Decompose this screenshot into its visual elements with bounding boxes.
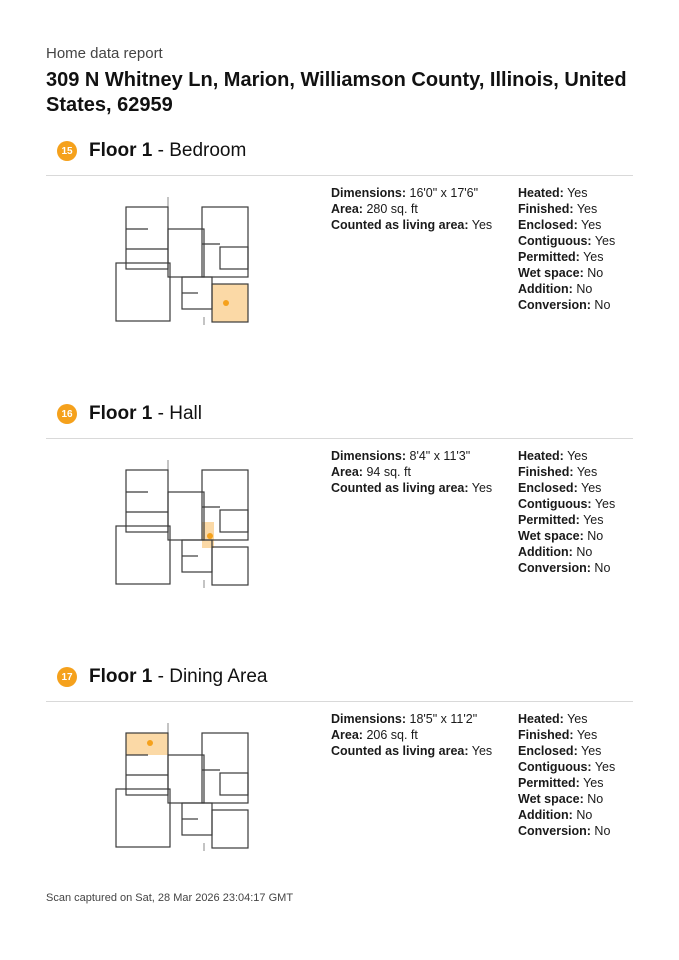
room-number-badge: 16 bbox=[57, 404, 77, 424]
floor-plan-thumbnail bbox=[112, 715, 257, 855]
contiguous-label: Contiguous: bbox=[518, 234, 592, 248]
room-heading bbox=[57, 402, 202, 426]
permitted-label: Permitted: bbox=[518, 776, 580, 790]
room-highlight bbox=[212, 284, 248, 322]
wet-space-label: Wet space: bbox=[518, 529, 584, 543]
floor-plan-thumbnail bbox=[112, 189, 257, 329]
dimensions-label: Dimensions: bbox=[331, 186, 407, 200]
finished-label: Finished: bbox=[518, 465, 574, 479]
room-name: Dining Area bbox=[169, 666, 268, 687]
conversion-label: Conversion: bbox=[518, 824, 591, 838]
room-marker bbox=[147, 740, 153, 746]
section-divider bbox=[46, 438, 633, 439]
permitted-value: Yes bbox=[583, 250, 604, 264]
dimensions-value: 16'0" x 17'6" bbox=[409, 186, 479, 200]
contiguous-value: Yes bbox=[594, 234, 616, 248]
enclosed-value: Yes bbox=[581, 481, 602, 495]
report-label: Home data report bbox=[46, 45, 163, 62]
addition-value: No bbox=[576, 808, 593, 822]
living-area-value: Yes bbox=[471, 218, 493, 232]
area-value: 206 sq. ft bbox=[366, 728, 418, 742]
area-label: Area: bbox=[331, 202, 363, 216]
room-marker bbox=[207, 533, 213, 539]
dimension-details bbox=[331, 448, 492, 496]
heated-label: Heated: bbox=[518, 186, 564, 200]
finished-value: Yes bbox=[576, 202, 598, 216]
conversion-label: Conversion: bbox=[518, 561, 591, 575]
contiguous-label: Contiguous: bbox=[518, 497, 592, 511]
wet-space-value: No bbox=[587, 529, 604, 543]
dimensions-label: Dimensions: bbox=[331, 712, 407, 726]
floor-plan-thumbnail bbox=[112, 452, 257, 592]
permitted-value: Yes bbox=[583, 776, 604, 790]
floor-label: Floor 1 bbox=[89, 666, 153, 687]
contiguous-value: Yes bbox=[594, 760, 616, 774]
permitted-label: Permitted: bbox=[518, 513, 580, 527]
permitted-label: Permitted: bbox=[518, 250, 580, 264]
room-section bbox=[0, 139, 679, 389]
heated-value: Yes bbox=[567, 449, 588, 463]
floor-label: Floor 1 bbox=[89, 140, 153, 161]
area-label: Area: bbox=[331, 728, 363, 742]
floor-label: Floor 1 bbox=[89, 403, 153, 424]
living-area-label: Counted as living area: bbox=[331, 744, 469, 758]
area-value: 94 sq. ft bbox=[366, 465, 411, 479]
heated-value: Yes bbox=[567, 712, 588, 726]
area-value: 280 sq. ft bbox=[366, 202, 418, 216]
living-area-value: Yes bbox=[471, 481, 493, 495]
addition-label: Addition: bbox=[518, 545, 573, 559]
living-area-value: Yes bbox=[471, 744, 493, 758]
property-address: 309 N Whitney Ln, Marion, Williamson County, Illinois, United States, 62959 bbox=[46, 69, 627, 116]
living-area-label: Counted as living area: bbox=[331, 481, 469, 495]
dimension-details bbox=[331, 185, 492, 233]
section-divider bbox=[46, 701, 633, 702]
room-name: Hall bbox=[169, 403, 202, 424]
room-number-badge: 17 bbox=[57, 667, 77, 687]
dimensions-value: 18'5" x 11'2" bbox=[409, 712, 478, 726]
section-divider bbox=[46, 175, 633, 176]
wet-space-label: Wet space: bbox=[518, 266, 584, 280]
heated-label: Heated: bbox=[518, 712, 564, 726]
heated-label: Heated: bbox=[518, 449, 564, 463]
conversion-value: No bbox=[594, 824, 611, 838]
dimensions-value: 8'4" x 11'3" bbox=[409, 449, 471, 463]
attribute-details bbox=[518, 448, 615, 576]
dimensions-label: Dimensions: bbox=[331, 449, 407, 463]
wet-space-value: No bbox=[587, 266, 604, 280]
wet-space-label: Wet space: bbox=[518, 792, 584, 806]
heated-value: Yes bbox=[567, 186, 588, 200]
wet-space-value: No bbox=[587, 792, 604, 806]
room-highlight bbox=[126, 733, 168, 755]
separator: - bbox=[157, 666, 164, 687]
separator: - bbox=[157, 403, 164, 424]
enclosed-value: Yes bbox=[581, 744, 602, 758]
room-name: Bedroom bbox=[169, 140, 247, 161]
finished-label: Finished: bbox=[518, 728, 574, 742]
room-title bbox=[89, 403, 202, 425]
room-title bbox=[89, 140, 246, 162]
enclosed-label: Enclosed: bbox=[518, 481, 578, 495]
addition-value: No bbox=[576, 545, 593, 559]
conversion-value: No bbox=[594, 561, 611, 575]
room-marker bbox=[223, 300, 229, 306]
finished-value: Yes bbox=[576, 465, 598, 479]
addition-value: No bbox=[576, 282, 593, 296]
room-heading bbox=[57, 665, 267, 689]
floor-plan-walls bbox=[116, 460, 248, 588]
conversion-value: No bbox=[594, 298, 611, 312]
room-section bbox=[0, 665, 679, 915]
finished-value: Yes bbox=[576, 728, 598, 742]
permitted-value: Yes bbox=[583, 513, 604, 527]
enclosed-label: Enclosed: bbox=[518, 218, 578, 232]
area-label: Area: bbox=[331, 465, 363, 479]
living-area-label: Counted as living area: bbox=[331, 218, 469, 232]
dimension-details bbox=[331, 711, 492, 759]
contiguous-label: Contiguous: bbox=[518, 760, 592, 774]
conversion-label: Conversion: bbox=[518, 298, 591, 312]
scan-timestamp: Scan captured on Sat, 28 Mar 2026 23:04:17 GMT bbox=[46, 892, 294, 904]
room-number-badge: 15 bbox=[57, 141, 77, 161]
enclosed-label: Enclosed: bbox=[518, 744, 578, 758]
enclosed-value: Yes bbox=[581, 218, 602, 232]
addition-label: Addition: bbox=[518, 808, 573, 822]
separator: - bbox=[157, 140, 164, 161]
addition-label: Addition: bbox=[518, 282, 573, 296]
contiguous-value: Yes bbox=[594, 497, 616, 511]
attribute-details bbox=[518, 711, 615, 839]
room-section bbox=[0, 402, 679, 652]
attribute-details bbox=[518, 185, 615, 313]
room-heading bbox=[57, 139, 246, 163]
room-title bbox=[89, 666, 267, 688]
finished-label: Finished: bbox=[518, 202, 574, 216]
